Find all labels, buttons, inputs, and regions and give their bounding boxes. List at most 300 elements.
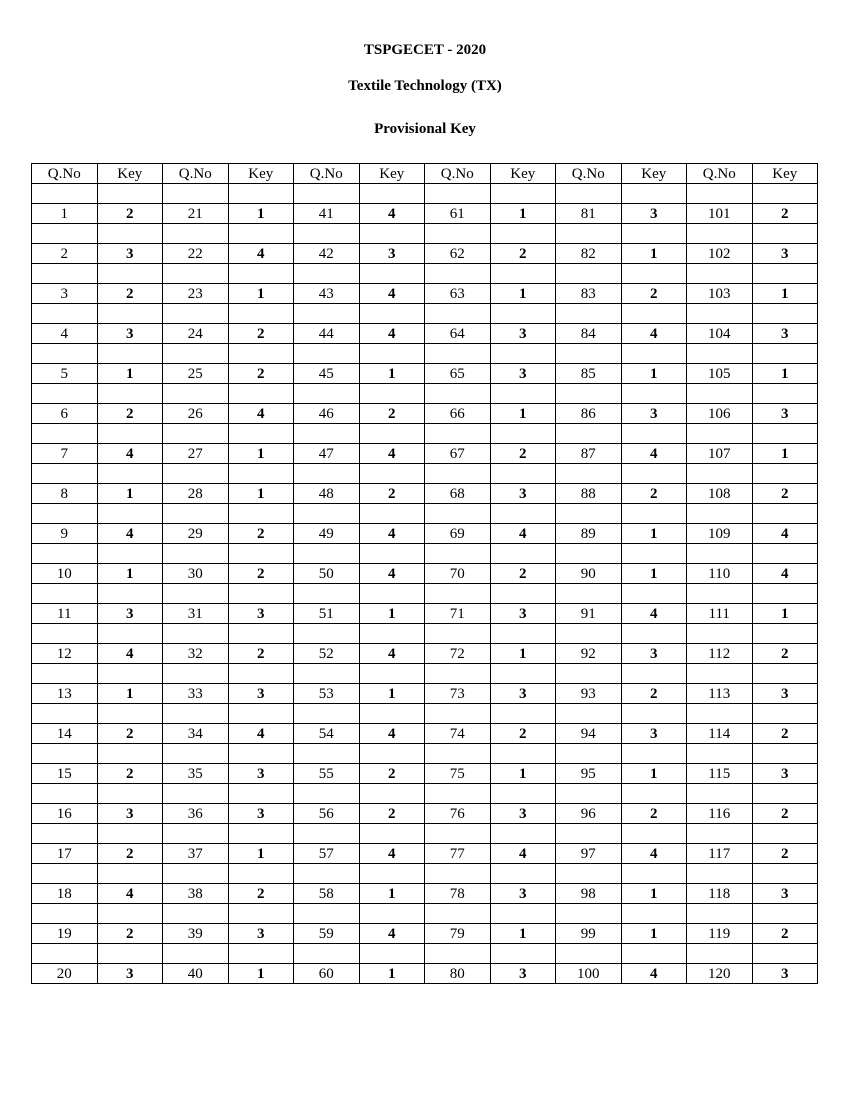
- question-number-cell: 45: [294, 364, 360, 384]
- answer-key-cell: 4: [359, 324, 425, 344]
- spacer-row: [32, 584, 818, 604]
- column-header-key: Key: [490, 164, 556, 184]
- answer-key-cell: 2: [97, 724, 163, 744]
- question-number-cell: 57: [294, 844, 360, 864]
- empty-cell: [97, 384, 163, 404]
- answer-key-cell: 1: [490, 644, 556, 664]
- empty-cell: [359, 584, 425, 604]
- question-number-cell: 49: [294, 524, 360, 544]
- answer-key-cell: 4: [621, 444, 687, 464]
- question-number-cell: 89: [556, 524, 622, 544]
- empty-cell: [425, 944, 491, 964]
- spacer-row: [32, 344, 818, 364]
- empty-cell: [425, 544, 491, 564]
- answer-key-cell: 3: [97, 804, 163, 824]
- question-number-cell: 69: [425, 524, 491, 544]
- question-number-cell: 92: [556, 644, 622, 664]
- empty-cell: [687, 704, 753, 724]
- question-number-cell: 73: [425, 684, 491, 704]
- empty-cell: [621, 184, 687, 204]
- question-number-cell: 7: [32, 444, 98, 464]
- empty-cell: [556, 264, 622, 284]
- empty-cell: [294, 664, 360, 684]
- question-number-cell: 37: [163, 844, 229, 864]
- answer-key-cell: 2: [752, 924, 818, 944]
- empty-cell: [359, 344, 425, 364]
- empty-cell: [294, 224, 360, 244]
- table-row: [32, 324, 818, 344]
- empty-cell: [687, 504, 753, 524]
- answer-key-cell: 3: [97, 244, 163, 264]
- answer-key-cell: 2: [359, 484, 425, 504]
- empty-cell: [425, 584, 491, 604]
- empty-cell: [425, 704, 491, 724]
- answer-key-cell: 4: [359, 204, 425, 224]
- answer-key-cell: 1: [752, 604, 818, 624]
- empty-cell: [425, 384, 491, 404]
- empty-cell: [621, 624, 687, 644]
- empty-cell: [621, 664, 687, 684]
- empty-cell: [359, 664, 425, 684]
- empty-cell: [32, 384, 98, 404]
- spacer-row: [32, 424, 818, 444]
- empty-cell: [32, 904, 98, 924]
- question-number-cell: 75: [425, 764, 491, 784]
- answer-key-cell: 2: [621, 484, 687, 504]
- question-number-cell: 94: [556, 724, 622, 744]
- empty-cell: [97, 904, 163, 924]
- empty-cell: [752, 864, 818, 884]
- empty-cell: [97, 744, 163, 764]
- empty-cell: [32, 224, 98, 244]
- answer-key-cell: 3: [752, 404, 818, 424]
- empty-cell: [752, 224, 818, 244]
- question-number-cell: 118: [687, 884, 753, 904]
- empty-cell: [294, 904, 360, 924]
- question-number-cell: 47: [294, 444, 360, 464]
- empty-cell: [687, 664, 753, 684]
- empty-cell: [228, 864, 294, 884]
- question-number-cell: 15: [32, 764, 98, 784]
- empty-cell: [687, 824, 753, 844]
- empty-cell: [359, 704, 425, 724]
- question-number-cell: 26: [163, 404, 229, 424]
- empty-cell: [752, 184, 818, 204]
- empty-cell: [228, 704, 294, 724]
- answer-key-cell: 2: [228, 564, 294, 584]
- empty-cell: [97, 864, 163, 884]
- empty-cell: [752, 384, 818, 404]
- empty-cell: [687, 584, 753, 604]
- empty-cell: [425, 264, 491, 284]
- answer-key-cell: 1: [752, 444, 818, 464]
- empty-cell: [97, 824, 163, 844]
- question-number-cell: 95: [556, 764, 622, 784]
- empty-cell: [490, 784, 556, 804]
- answer-key-cell: 4: [359, 644, 425, 664]
- answer-key-cell: 1: [228, 284, 294, 304]
- question-number-cell: 30: [163, 564, 229, 584]
- empty-cell: [359, 744, 425, 764]
- answer-key-cell: 4: [228, 244, 294, 264]
- question-number-cell: 53: [294, 684, 360, 704]
- answer-key-cell: 2: [621, 804, 687, 824]
- empty-cell: [490, 544, 556, 564]
- question-number-cell: 76: [425, 804, 491, 824]
- answer-key-cell: 1: [228, 444, 294, 464]
- empty-cell: [163, 744, 229, 764]
- table-header-row: [32, 164, 818, 184]
- empty-cell: [228, 384, 294, 404]
- answer-key-cell: 2: [490, 444, 556, 464]
- empty-cell: [425, 864, 491, 884]
- empty-cell: [163, 424, 229, 444]
- empty-cell: [163, 944, 229, 964]
- question-number-cell: 106: [687, 404, 753, 424]
- key-type-title: Provisional Key: [374, 121, 476, 137]
- answer-key-cell: 3: [621, 644, 687, 664]
- question-number-cell: 56: [294, 804, 360, 824]
- empty-cell: [425, 904, 491, 924]
- empty-cell: [294, 944, 360, 964]
- table-body: [32, 184, 818, 984]
- table-row: [32, 524, 818, 544]
- empty-cell: [687, 744, 753, 764]
- answer-key-cell: 1: [490, 204, 556, 224]
- table-row: [32, 964, 818, 984]
- answer-key-cell: 1: [752, 284, 818, 304]
- empty-cell: [687, 904, 753, 924]
- answer-key-cell: 4: [97, 644, 163, 664]
- empty-cell: [621, 544, 687, 564]
- answer-key-cell: 2: [228, 644, 294, 664]
- question-number-cell: 4: [32, 324, 98, 344]
- question-number-cell: 101: [687, 204, 753, 224]
- column-header-key: Key: [621, 164, 687, 184]
- question-number-cell: 90: [556, 564, 622, 584]
- answer-key-cell: 3: [752, 244, 818, 264]
- answer-key-cell: 1: [490, 924, 556, 944]
- empty-cell: [294, 264, 360, 284]
- question-number-cell: 67: [425, 444, 491, 464]
- answer-key-cell: 4: [359, 844, 425, 864]
- column-header-qno: Q.No: [163, 164, 229, 184]
- empty-cell: [294, 704, 360, 724]
- question-number-cell: 120: [687, 964, 753, 984]
- empty-cell: [163, 704, 229, 724]
- answer-key-cell: 1: [359, 364, 425, 384]
- empty-cell: [556, 304, 622, 324]
- empty-cell: [752, 264, 818, 284]
- answer-key-cell: 1: [359, 884, 425, 904]
- column-header-key: Key: [97, 164, 163, 184]
- empty-cell: [228, 584, 294, 604]
- answer-key-cell: 2: [97, 284, 163, 304]
- table-row: [32, 724, 818, 744]
- question-number-cell: 72: [425, 644, 491, 664]
- answer-key-cell: 4: [97, 524, 163, 544]
- empty-cell: [556, 824, 622, 844]
- question-number-cell: 38: [163, 884, 229, 904]
- question-number-cell: 41: [294, 204, 360, 224]
- empty-cell: [752, 504, 818, 524]
- spacer-row: [32, 384, 818, 404]
- empty-cell: [752, 544, 818, 564]
- empty-cell: [163, 384, 229, 404]
- empty-cell: [556, 784, 622, 804]
- question-number-cell: 71: [425, 604, 491, 624]
- empty-cell: [621, 424, 687, 444]
- empty-cell: [752, 824, 818, 844]
- question-number-cell: 5: [32, 364, 98, 384]
- answer-key-cell: 2: [228, 324, 294, 344]
- empty-cell: [228, 184, 294, 204]
- question-number-cell: 110: [687, 564, 753, 584]
- answer-key-cell: 3: [490, 604, 556, 624]
- answer-key-cell: 3: [752, 764, 818, 784]
- column-header-qno: Q.No: [687, 164, 753, 184]
- answer-key-cell: 3: [490, 684, 556, 704]
- empty-cell: [97, 624, 163, 644]
- answer-key-cell: 2: [490, 724, 556, 744]
- question-number-cell: 22: [163, 244, 229, 264]
- empty-cell: [752, 424, 818, 444]
- question-number-cell: 19: [32, 924, 98, 944]
- question-number-cell: 50: [294, 564, 360, 584]
- table-row: [32, 204, 818, 224]
- answer-key-cell: 2: [228, 524, 294, 544]
- answer-key-cell: 3: [752, 884, 818, 904]
- answer-key-cell: 3: [752, 964, 818, 984]
- answer-key-cell: 2: [97, 764, 163, 784]
- answer-key-cell: 2: [752, 724, 818, 744]
- question-number-cell: 3: [32, 284, 98, 304]
- empty-cell: [228, 824, 294, 844]
- question-number-cell: 9: [32, 524, 98, 544]
- question-number-cell: 18: [32, 884, 98, 904]
- answer-key-cell: 1: [228, 964, 294, 984]
- answer-key-cell: 3: [752, 324, 818, 344]
- empty-cell: [556, 184, 622, 204]
- answer-key-cell: 1: [359, 964, 425, 984]
- question-number-cell: 108: [687, 484, 753, 504]
- empty-cell: [621, 584, 687, 604]
- empty-cell: [359, 544, 425, 564]
- empty-cell: [556, 224, 622, 244]
- answer-key-cell: 3: [228, 804, 294, 824]
- empty-cell: [490, 864, 556, 884]
- empty-cell: [163, 544, 229, 564]
- empty-cell: [621, 384, 687, 404]
- table-row: [32, 884, 818, 904]
- spacer-row: [32, 864, 818, 884]
- empty-cell: [687, 624, 753, 644]
- empty-cell: [556, 424, 622, 444]
- spacer-row: [32, 824, 818, 844]
- table-row: [32, 844, 818, 864]
- empty-cell: [294, 864, 360, 884]
- answer-key-cell: 4: [752, 524, 818, 544]
- spacer-row: [32, 464, 818, 484]
- table-row: [32, 684, 818, 704]
- question-number-cell: 116: [687, 804, 753, 824]
- answer-key-cell: 2: [752, 804, 818, 824]
- answer-key-cell: 1: [621, 764, 687, 784]
- answer-key-table: [31, 163, 818, 984]
- question-number-cell: 100: [556, 964, 622, 984]
- question-number-cell: 29: [163, 524, 229, 544]
- answer-key-cell: 3: [490, 364, 556, 384]
- column-header-key: Key: [752, 164, 818, 184]
- question-number-cell: 36: [163, 804, 229, 824]
- empty-cell: [294, 784, 360, 804]
- answer-key-cell: 4: [752, 564, 818, 584]
- empty-cell: [425, 424, 491, 444]
- spacer-row: [32, 544, 818, 564]
- question-number-cell: 60: [294, 964, 360, 984]
- empty-cell: [97, 664, 163, 684]
- answer-key-cell: 1: [359, 684, 425, 704]
- empty-cell: [294, 584, 360, 604]
- question-number-cell: 11: [32, 604, 98, 624]
- empty-cell: [228, 904, 294, 924]
- answer-key-cell: 2: [97, 844, 163, 864]
- spacer-row: [32, 224, 818, 244]
- empty-cell: [556, 584, 622, 604]
- question-number-cell: 10: [32, 564, 98, 584]
- spacer-row: [32, 304, 818, 324]
- empty-cell: [163, 344, 229, 364]
- empty-cell: [752, 464, 818, 484]
- question-number-cell: 78: [425, 884, 491, 904]
- column-header-qno: Q.No: [425, 164, 491, 184]
- question-number-cell: 74: [425, 724, 491, 744]
- empty-cell: [32, 464, 98, 484]
- empty-cell: [228, 664, 294, 684]
- empty-cell: [228, 224, 294, 244]
- answer-key-cell: 4: [621, 844, 687, 864]
- answer-key-cell: 1: [359, 604, 425, 624]
- question-number-cell: 103: [687, 284, 753, 304]
- empty-cell: [752, 624, 818, 644]
- question-number-cell: 87: [556, 444, 622, 464]
- spacer-row: [32, 944, 818, 964]
- empty-cell: [687, 184, 753, 204]
- empty-cell: [556, 384, 622, 404]
- empty-cell: [752, 664, 818, 684]
- empty-cell: [163, 464, 229, 484]
- question-number-cell: 21: [163, 204, 229, 224]
- answer-key-cell: 3: [97, 324, 163, 344]
- answer-key-cell: 1: [752, 364, 818, 384]
- empty-cell: [687, 384, 753, 404]
- empty-cell: [294, 544, 360, 564]
- empty-cell: [425, 224, 491, 244]
- answer-key-cell: 3: [228, 924, 294, 944]
- empty-cell: [556, 704, 622, 724]
- empty-cell: [621, 264, 687, 284]
- empty-cell: [32, 544, 98, 564]
- spacer-row: [32, 904, 818, 924]
- question-number-cell: 62: [425, 244, 491, 264]
- empty-cell: [359, 264, 425, 284]
- table-row: [32, 604, 818, 624]
- empty-cell: [359, 304, 425, 324]
- empty-cell: [163, 584, 229, 604]
- empty-cell: [163, 504, 229, 524]
- empty-cell: [425, 824, 491, 844]
- answer-key-cell: 3: [621, 404, 687, 424]
- empty-cell: [490, 424, 556, 444]
- empty-cell: [687, 944, 753, 964]
- empty-cell: [621, 904, 687, 924]
- empty-cell: [228, 944, 294, 964]
- empty-cell: [490, 184, 556, 204]
- empty-cell: [163, 224, 229, 244]
- empty-cell: [228, 344, 294, 364]
- answer-key-cell: 3: [752, 684, 818, 704]
- empty-cell: [621, 944, 687, 964]
- question-number-cell: 91: [556, 604, 622, 624]
- empty-cell: [621, 784, 687, 804]
- empty-cell: [32, 944, 98, 964]
- empty-cell: [163, 864, 229, 884]
- empty-cell: [228, 784, 294, 804]
- question-number-cell: 102: [687, 244, 753, 264]
- empty-cell: [556, 464, 622, 484]
- question-number-cell: 31: [163, 604, 229, 624]
- empty-cell: [556, 744, 622, 764]
- empty-cell: [32, 504, 98, 524]
- empty-cell: [163, 304, 229, 324]
- empty-cell: [687, 344, 753, 364]
- question-number-cell: 70: [425, 564, 491, 584]
- answer-key-cell: 2: [752, 844, 818, 864]
- empty-cell: [32, 584, 98, 604]
- spacer-row: [32, 624, 818, 644]
- answer-key-cell: 1: [621, 564, 687, 584]
- empty-cell: [687, 424, 753, 444]
- empty-cell: [687, 464, 753, 484]
- question-number-cell: 61: [425, 204, 491, 224]
- empty-cell: [556, 344, 622, 364]
- empty-cell: [97, 304, 163, 324]
- answer-key-cell: 1: [621, 884, 687, 904]
- answer-key-cell: 2: [97, 204, 163, 224]
- question-number-cell: 119: [687, 924, 753, 944]
- table-row: [32, 364, 818, 384]
- spacer-row: [32, 704, 818, 724]
- answer-key-cell: 2: [621, 284, 687, 304]
- answer-key-cell: 2: [228, 884, 294, 904]
- empty-cell: [294, 424, 360, 444]
- question-number-cell: 17: [32, 844, 98, 864]
- answer-key-cell: 1: [490, 284, 556, 304]
- question-number-cell: 105: [687, 364, 753, 384]
- column-header-key: Key: [359, 164, 425, 184]
- empty-cell: [359, 184, 425, 204]
- answer-key-cell: 3: [621, 724, 687, 744]
- question-number-cell: 14: [32, 724, 98, 744]
- empty-cell: [621, 344, 687, 364]
- answer-key-cell: 3: [97, 964, 163, 984]
- empty-cell: [621, 864, 687, 884]
- empty-cell: [32, 864, 98, 884]
- answer-key-cell: 3: [621, 204, 687, 224]
- question-number-cell: 68: [425, 484, 491, 504]
- empty-cell: [752, 704, 818, 724]
- answer-key-cell: 4: [359, 284, 425, 304]
